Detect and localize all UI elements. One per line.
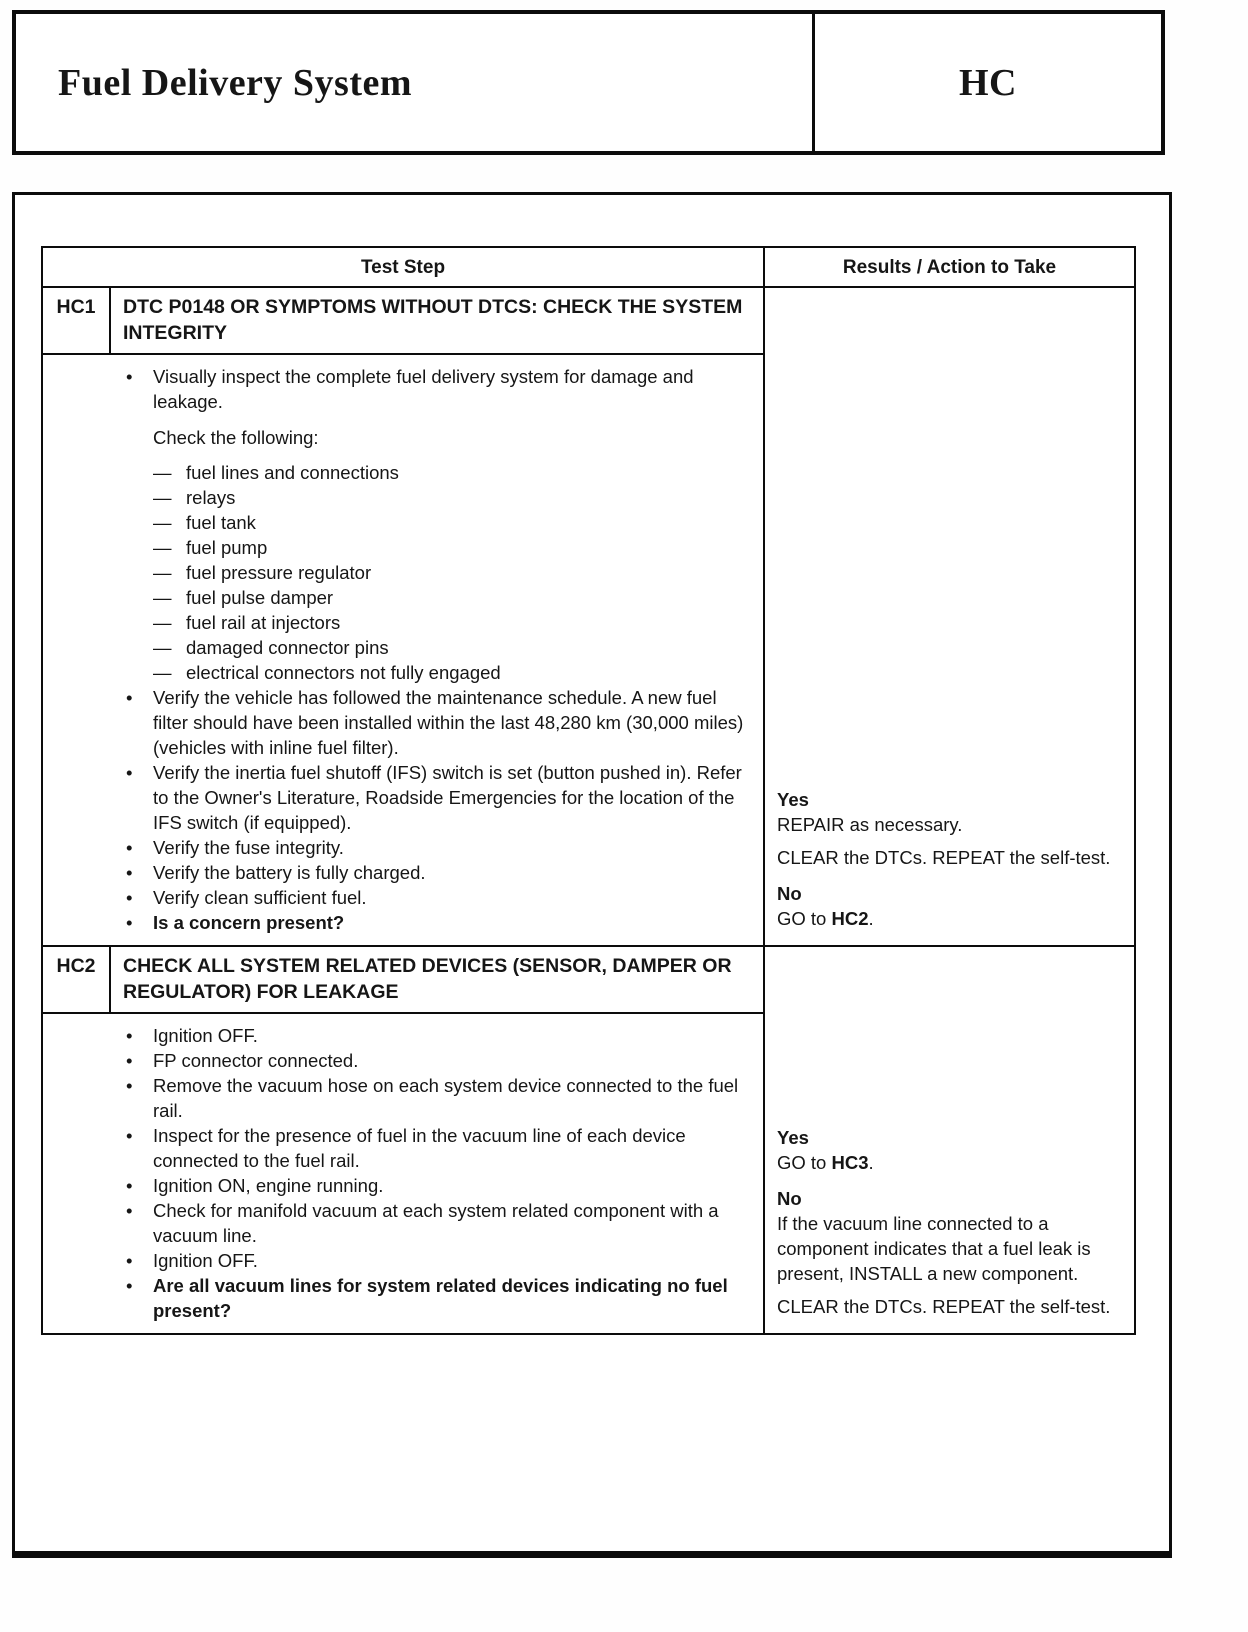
list-item: • Verify the vehicle has followed the maintenance schedule. A new fuel filter should have been installed within the last 48,280 km (30,000 miles) (vehicles with inline fuel filter). — [126, 687, 744, 758]
step-body — [43, 355, 763, 945]
bullet-icon: • — [126, 762, 133, 783]
list-item: — fuel tank — [153, 512, 256, 533]
goto-text: . — [868, 1152, 874, 1173]
goto-text: GO to — [777, 908, 832, 929]
bullet-icon: • — [126, 1075, 133, 1096]
goto-target: HC2 — [831, 908, 869, 929]
test-step-cell — [43, 288, 765, 945]
pinpoint-test-table — [41, 246, 1136, 1335]
table-header-row — [43, 248, 1134, 288]
list-item: — relays — [153, 487, 236, 508]
list-item-question: • Is a concern present? — [126, 912, 345, 933]
step-id: HC1 — [43, 288, 111, 353]
dash-icon: — — [153, 587, 172, 608]
list-item: • Ignition ON, engine running. — [126, 1175, 384, 1196]
goto-text: . — [868, 908, 874, 929]
bullet-icon: • — [126, 1275, 133, 1296]
dash-icon: — — [153, 612, 172, 633]
list-item: • Verify the battery is fully charged. — [126, 862, 426, 883]
bullet-icon: • — [126, 912, 133, 933]
result-action: If the vacuum line connected to a component indicates that a fuel leak is present, INSTALL a new component. — [777, 1213, 1091, 1284]
bullet-icon: • — [126, 1050, 133, 1071]
result-action: REPAIR as necessary. — [777, 814, 963, 835]
bullet-icon: • — [126, 687, 133, 708]
results-cell — [765, 288, 1134, 945]
list-item: Check the following: — [153, 427, 319, 448]
section-code: HC — [959, 61, 1017, 104]
result-action: CLEAR the DTCs. REPEAT the self-test. — [777, 847, 1111, 868]
list-item: • Ignition OFF. — [126, 1250, 258, 1271]
dash-icon: — — [153, 662, 172, 683]
step-title-row — [43, 288, 763, 355]
list-item: — electrical connectors not fully engaged — [153, 662, 501, 683]
page-header — [12, 10, 1165, 155]
dash-icon: — — [153, 637, 172, 658]
dash-icon: — — [153, 562, 172, 583]
bullet-icon: • — [126, 1200, 133, 1221]
list-item: • Remove the vacuum hose on each system device connected to the fuel rail. — [126, 1075, 739, 1121]
page-header-right — [812, 14, 1161, 151]
list-item: — damaged connector pins — [153, 637, 389, 658]
bullet-icon: • — [126, 862, 133, 883]
step-title: CHECK ALL SYSTEM RELATED DEVICES (SENSOR, DAMPER OR REGULATOR) FOR LEAKAGE — [123, 955, 732, 1003]
list-item: — fuel pump — [153, 537, 268, 558]
list-item: • Ignition OFF. — [126, 1025, 258, 1046]
list-item-question: • Are all vacuum lines for system related devices indicating no fuel present? — [126, 1275, 728, 1321]
step-title-row — [43, 947, 763, 1014]
bullet-icon: • — [126, 837, 133, 858]
page-header-left — [16, 14, 812, 151]
result-goto — [777, 906, 1122, 931]
bullet-icon: • — [126, 1025, 133, 1046]
list-item: — fuel rail at injectors — [153, 612, 341, 633]
result-action: CLEAR the DTCs. REPEAT the self-test. — [777, 1296, 1111, 1317]
step-id: HC2 — [43, 947, 111, 1012]
list-item: — fuel lines and connections — [153, 462, 399, 483]
list-item: • Verify the fuse integrity. — [126, 837, 344, 858]
content-frame — [12, 192, 1172, 1558]
dash-icon: — — [153, 462, 172, 483]
results-cell — [765, 947, 1134, 1333]
bullet-icon: • — [126, 1125, 133, 1146]
list-item: — fuel pulse damper — [153, 587, 334, 608]
result-answer: No — [777, 1188, 802, 1209]
test-step-cell — [43, 947, 765, 1333]
step-title: DTC P0148 OR SYMPTOMS WITHOUT DTCS: CHECK THE SYSTEM INTEGRITY — [123, 296, 743, 344]
goto-target: HC3 — [831, 1152, 869, 1173]
dash-icon: — — [153, 487, 172, 508]
column-header-test-step: Test Step — [43, 248, 765, 286]
list-item: • Check for manifold vacuum at each system related component with a vacuum line. — [126, 1200, 719, 1246]
result-goto — [777, 1150, 1122, 1175]
page-title: Fuel Delivery System — [58, 61, 413, 104]
table-row — [43, 288, 1134, 945]
list-item: • FP connector connected. — [126, 1050, 359, 1071]
list-item: • Verify clean sufficient fuel. — [126, 887, 367, 908]
table-row — [43, 945, 1134, 1333]
column-header-results: Results / Action to Take — [842, 257, 1057, 278]
list-item: • Verify the inertia fuel shutoff (IFS) switch is set (button pushed in). Refer to the Owner's Literature, Roadside Emergencies for the location of the IFS switch (if equipped). — [126, 762, 742, 833]
list-item: • Visually inspect the complete fuel delivery system for damage and leakage. — [126, 366, 694, 412]
result-answer: Yes — [777, 789, 809, 810]
step-body — [43, 1014, 763, 1333]
list-item: • Inspect for the presence of fuel in the vacuum line of each device connected to the fuel rail. — [126, 1125, 686, 1171]
result-answer: No — [777, 883, 802, 904]
list-item: — fuel pressure regulator — [153, 562, 372, 583]
bullet-icon: • — [126, 366, 133, 387]
result-answer: Yes — [777, 1127, 809, 1148]
goto-text: GO to — [777, 1152, 832, 1173]
bullet-icon: • — [126, 1250, 133, 1271]
bullet-icon: • — [126, 887, 133, 908]
dash-icon: — — [153, 512, 172, 533]
dash-icon: — — [153, 537, 172, 558]
bullet-icon: • — [126, 1175, 133, 1196]
